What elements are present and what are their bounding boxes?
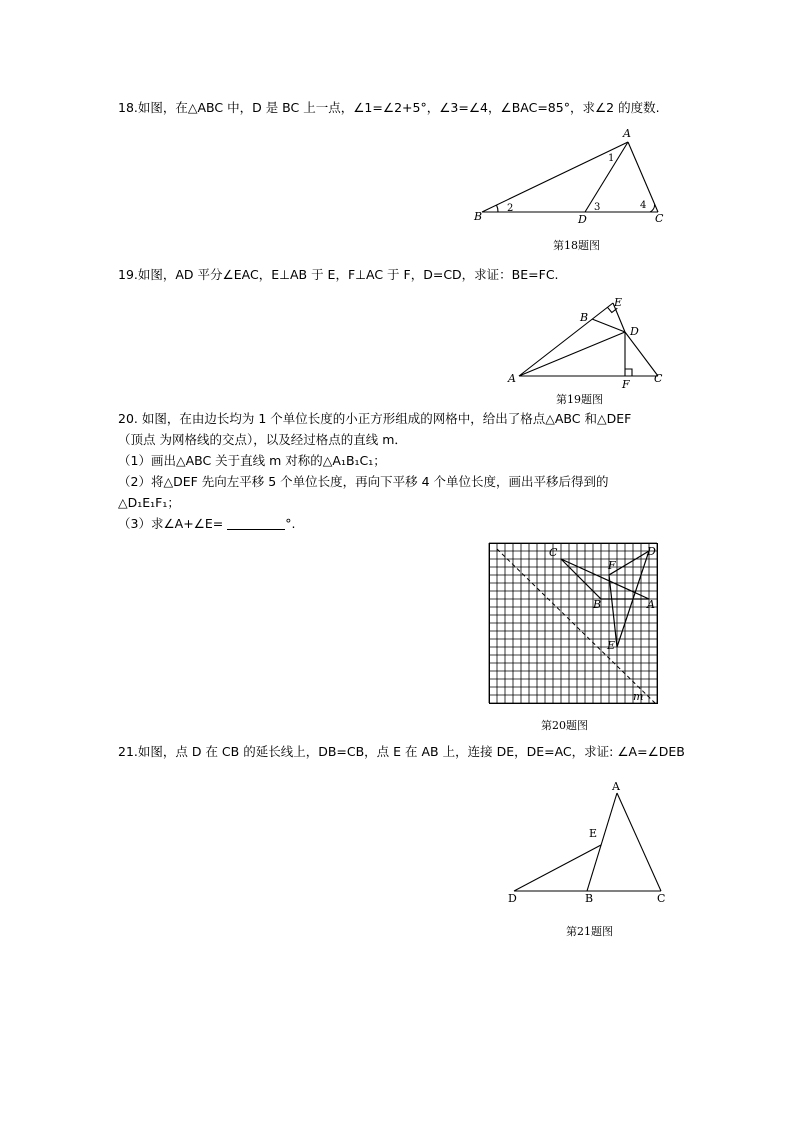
q20-line3: （1）画出△ABC 关于直线 m 对称的△A₁B₁C₁； <box>118 453 386 468</box>
q19-label-b: B <box>580 311 589 324</box>
q21-segment-de <box>514 845 601 891</box>
q18-angle-1: 1 <box>608 153 615 164</box>
q19-label-e: E <box>614 296 623 309</box>
q21-label-b: B <box>585 892 594 905</box>
q20-grid-figure <box>489 543 659 705</box>
q21-label-a: A <box>612 780 620 793</box>
q19-label-f: F <box>622 378 630 391</box>
q19-text: 19.如图，AD 平分∠EAC，E⊥AB 于 E，F⊥AC 于 F，D=CD，求证：BE=FC. <box>118 267 559 282</box>
q20-label-m: m <box>633 690 644 703</box>
q21-label-c: C <box>657 892 666 905</box>
q18-label-a: A <box>623 127 631 140</box>
q21-figure <box>500 775 680 910</box>
q21-side-ab <box>587 793 617 891</box>
q18-angle-4: 4 <box>640 200 647 211</box>
q18-angle-2: 2 <box>507 203 514 214</box>
q18-caption: 第18题图 <box>553 239 600 252</box>
q19-caption: 第19题图 <box>556 393 603 406</box>
q21-side-ac <box>617 793 661 891</box>
q20-label-e: E <box>607 639 616 652</box>
q21-text: 21.如图，点 D 在 CB 的延长线上，DB=CB，点 E 在 AB 上，连接 DE，DE=AC，求证: ∠A=∠DEB <box>118 744 685 759</box>
q20-caption: 第20题图 <box>541 719 588 732</box>
q19-ray-ae <box>519 303 613 376</box>
q18-figure <box>470 124 670 229</box>
q21-label-e: E <box>589 827 598 840</box>
q19-label-a: A <box>508 372 516 385</box>
q18-label-c: C <box>655 212 664 225</box>
q18-label-b: B <box>474 210 483 223</box>
q20-line4: （2）将△DEF 先向左平移 5 个单位长度，再向下平移 4 个单位长度，画出平移后得到的 <box>118 474 609 489</box>
q21-caption: 第21题图 <box>566 925 613 938</box>
q19-label-c: C <box>654 372 663 385</box>
q18-angle-3: 3 <box>594 202 601 213</box>
q18-arc-4 <box>650 205 655 213</box>
q20-line1: 20. 如图，在由边长均为 1 个单位长度的小正方形组成的网格中，给出了格点△ABC 和△DEF <box>118 411 632 426</box>
q20-line5: △D₁E₁F₁； <box>118 495 180 510</box>
q20-label-d: D <box>647 545 656 558</box>
q20-line6 <box>118 515 295 533</box>
q18-arc-2 <box>497 205 499 212</box>
q21-label-d: D <box>508 892 517 905</box>
q19-figure <box>505 292 670 391</box>
q20-line6-suffix: °. <box>285 516 296 531</box>
q20-triangle-abc <box>561 559 649 599</box>
q20-label-f: F <box>608 559 616 572</box>
q20-answer-blank[interactable] <box>227 517 285 530</box>
q19-label-d: D <box>630 325 639 338</box>
q20-label-b: B <box>593 598 602 611</box>
q18-text: 18.如图，在△ABC 中，D 是 BC 上一点，∠1=∠2+5°，∠3=∠4，∠BAC=85°，求∠2 的度数. <box>118 100 660 115</box>
q20-line2: （顶点 为网格线的交点），以及经过格点的直线 m． <box>118 432 407 447</box>
q20-label-a: A <box>647 598 655 611</box>
q19-bisector-ad <box>519 332 625 376</box>
q19-right-angle-f <box>625 369 632 376</box>
q20-line6-prefix: （3）求∠A+∠E= <box>118 516 228 531</box>
q18-label-d: D <box>578 213 587 226</box>
q20-label-c: C <box>549 546 558 559</box>
